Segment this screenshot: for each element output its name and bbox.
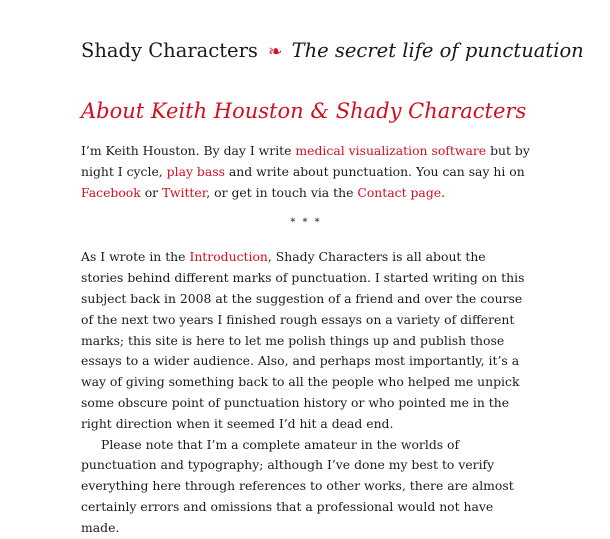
article-content <box>81 141 531 539</box>
site-header <box>81 38 601 65</box>
site-title-link[interactable] <box>81 39 264 62</box>
intro-text-1: I’m Keith Houston. By day I write <box>81 143 296 158</box>
section-divider: * * * <box>290 217 322 229</box>
intro-paragraph <box>81 141 531 203</box>
medical-visualization-software-link[interactable]: medical visualization software <box>295 143 487 158</box>
introduction-link[interactable]: Introduction <box>189 249 268 265</box>
intro-text-6: . <box>441 184 446 200</box>
intro-text-3: and write about punctuation. You can say hi on <box>224 163 525 179</box>
fleuron-icon: ❧ <box>268 42 283 62</box>
intro-text-5: , or get in touch via the <box>206 184 358 200</box>
intro-text-2: but by night I cycle, <box>81 143 530 179</box>
contact-page-link[interactable]: Contact page <box>357 184 442 200</box>
site-tagline: The secret life of punctuation <box>291 39 584 62</box>
site-name: Shady Characters <box>81 39 258 62</box>
para1-text-1: As I wrote in the <box>81 249 190 265</box>
body-paragraph-1 <box>81 247 531 434</box>
body-paragraph-2: Please note that I’m a complete amateur in the worlds of punctuation and typography; although I’ve done my best to verify everything here through references to other works, there are almost certainly errors and omissions that a professional would not have made. <box>81 436 514 535</box>
play-bass-link[interactable]: play bass <box>166 163 225 179</box>
twitter-link[interactable]: Twitter <box>162 184 207 200</box>
intro-text-4: or <box>140 184 163 200</box>
facebook-link[interactable]: Facebook <box>81 184 141 200</box>
page-title: About Keith Houston & Shady Characters <box>81 99 527 123</box>
para1-text-2: , Shady Characters is all about the stories behind different marks of punctuation. I started writing on this subject back in 2008 at the suggestion of a friend and over the course of the next two years I finished rough essays on a variety of different marks; this site is here to let me polish things up and publish those essays to a wider audience. Also, and perhaps most importantly, it’s a way of giving something back to all the people who helped me unpick some obscure point of punctuation history or who pointed me in the right direction when it seemed I’d hit a dead end. <box>81 249 525 431</box>
